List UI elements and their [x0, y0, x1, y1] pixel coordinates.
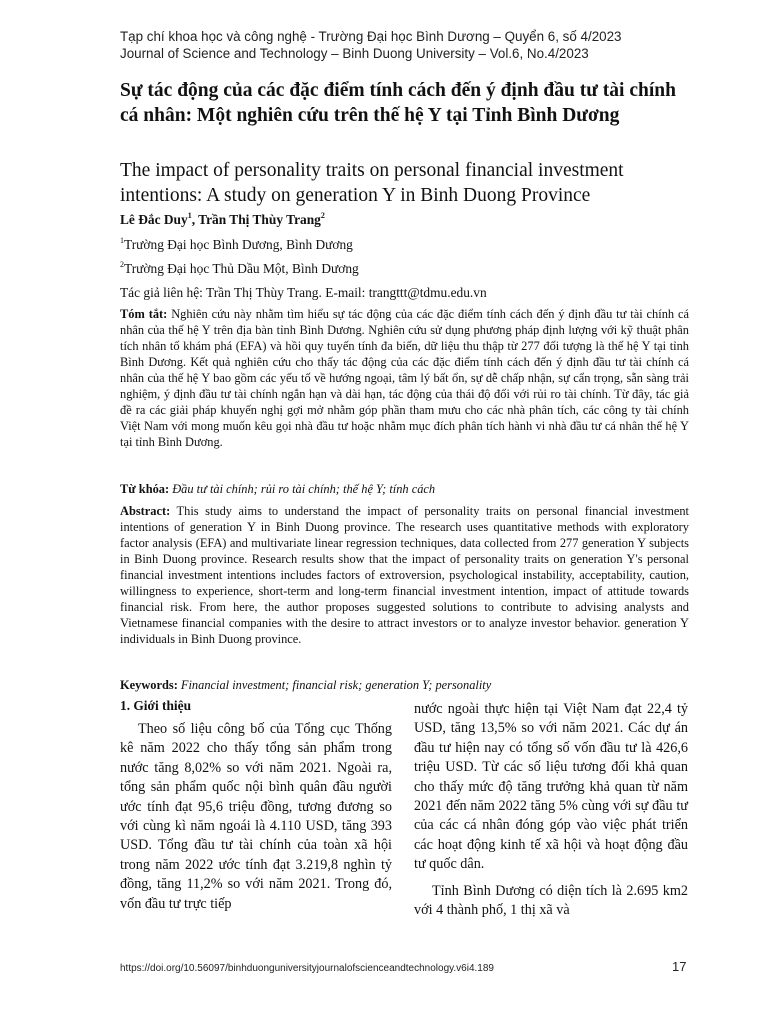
abstract-vi-label: Tóm tắt:	[120, 307, 168, 321]
author-1-affiliation-mark: 1	[187, 211, 192, 220]
paragraph-right-1: nước ngoài thực hiện tại Việt Nam đạt 22,4 tỷ USD, tăng 13,5% so với năm 2021. Các dự án đầu tư hiện nay có tổng số vốn đầu tư là 426,6 triệu USD. Từ các số liệu tương đối khả quan cho thấy mức độ tăng trưởng khả quan từ năm 2021 đến năm 2022 tăng 5% cùng với sự đầu tư của các cá nhân đóng góp vào việc phát triển các hoạt động kinh tế xã hội và hoạt động đầu tư quốc dân.	[414, 701, 688, 873]
keywords-vi-text: Đầu tư tài chính; rủi ro tài chính; thế hệ Y; tính cách	[169, 482, 436, 496]
author-list	[120, 212, 325, 228]
paragraph-right-2: Tỉnh Bình Dương có diện tích là 2.695 km2 với 4 thành phố, 1 thị xã và	[414, 882, 688, 919]
affiliation-2-text: Trường Đại học Thủ Dầu Một, Bình Dương	[124, 261, 359, 276]
keywords-en-text: Financial investment; financial risk; generation Y; personality	[177, 678, 492, 692]
paper-title-en: The impact of personality traits on personal financial investment intentions: A study on generation Y in Binh Duong Province	[120, 160, 624, 206]
abstract-en-text: This study aims to understand the impact of personality traits on personal financial investment intentions of generation Y in Binh Duong province. The research uses quantitative methods with exploratory factor analysis (EFA) and multivariate linear regression techniques, data collected from 277 generation Y subjects in Binh Duong province. Research results show that the impact of personality traits on generation Y's personal financial investment intentions includes factors of extroversion, psychological instability, acceptability, caution, willingness to experience, short-term and long-term financial investment intention, impact of attitude towards financial risk. From here, the author proposes suggested solutions to contribute to advising analysts and Vietnamese financial companies with the desire to attract investors or to analyze investor behavior. generation Y individuals in Binh Duong province.	[120, 504, 689, 646]
abstract-vi-text: Nghiên cứu này nhằm tìm hiểu sự tác động của các đặc điểm tính cách đến ý định đầu tư tài chính cá nhân của thế hệ Y trên địa bàn tỉnh Bình Dương. Nghiên cứu sử dụng phương pháp định lượng với kỹ thuật phân tích nhân tố khám phá (EFA) và hồi quy tuyến tính đa biến, dữ liệu thu thập từ 277 đối tượng là thế hệ Y tại tỉnh Bình Dương. Kết quả nghiên cứu cho thấy tác động của các đặc điểm tính cách đến ý định đầu tư tài chính cá nhân của thế hệ Y bao gồm các yếu tố về hướng ngoại, tâm lý bất ổn, sự dễ chấp nhận, sự cẩn trọng, sẵn sàng trải nghiệm, ý định đầu tư tài chính ngắn hạn và dài hạn, tác động của thái độ đối với rủi ro tài chính. Từ đây, tác giả đề ra các giải pháp khuyến nghị gợi mở nhằm góp phần tham mưu cho các nhà phân tích, các công ty tài chính Việt Nam với mong muốn kêu gọi nhà đầu tư hoặc nhằm mục đích phân tích hành vi nhà đầu tư cá nhân thế hệ Y tại tỉnh Bình Dương.	[120, 307, 690, 449]
corresponding-author: Tác giả liên hệ: Trần Thị Thùy Trang. E-mail: trangttt@tdmu.edu.vn	[120, 285, 487, 300]
body-column-right	[414, 700, 688, 920]
abstract-en	[120, 503, 689, 647]
paper-title-vi: Sự tác động của các đặc điểm tính cách đến ý định đầu tư tài chính cá nhân: Một nghiên cứu trên thế hệ Y tại Tỉnh Bình Dương	[120, 80, 676, 126]
journal-line-vi: Tạp chí khoa học và công nghệ - Trường Đại học Bình Dương – Quyển 6, số 4/2023	[120, 29, 622, 44]
affiliation-1-text: Trường Đại học Bình Dương, Bình Dương	[124, 237, 353, 252]
affiliation-2-mark: 2	[120, 260, 124, 269]
page-number: 17	[672, 959, 687, 974]
author-2: Trần Thị Thùy Trang	[198, 212, 321, 227]
affiliation-1	[120, 237, 353, 253]
journal-line-en: Journal of Science and Technology – Binh Duong University – Vol.6, No.4/2023	[120, 46, 589, 61]
keywords-vi	[120, 482, 435, 497]
body-column-left	[120, 720, 392, 914]
keywords-vi-label: Từ khóa:	[120, 482, 170, 496]
affiliation-1-mark: 1	[120, 236, 124, 245]
keywords-en-label: Keywords:	[120, 678, 178, 692]
author-2-affiliation-mark: 2	[320, 211, 325, 220]
abstract-en-label: Abstract:	[120, 504, 171, 518]
author-1: Lê Đắc Duy	[120, 212, 188, 227]
section-heading-introduction: 1. Giới thiệu	[120, 698, 192, 713]
keywords-en	[120, 678, 491, 693]
author-separator: ,	[191, 212, 199, 227]
doi-link[interactable]: https://doi.org/10.56097/binhduonguniversityjournalofscienceandtechnology.v6i4.189	[120, 963, 494, 974]
journal-header	[120, 28, 700, 62]
affiliation-2	[120, 261, 359, 277]
abstract-vi	[120, 306, 689, 450]
paragraph-left-1: Theo số liệu công bố của Tổng cục Thống kê năm 2022 cho thấy tổng sản phẩm trong nước tăng 8,02% so với năm 2021. Ngoài ra, tổng sản phẩm quốc nội bình quân đầu người ước tính đạt 95,6 triệu đồng, tương đương so với cùng kì năm ngoái là 4.110 USD, tăng 393 USD. Tổng đầu tư tài chính của toàn xã hội trong năm 2022 ước tính đạt 3.219,8 nghìn tỷ đồng, tăng 11,2% so với năm 2021. Trong đó, vốn đầu tư trực tiếp	[120, 721, 392, 912]
